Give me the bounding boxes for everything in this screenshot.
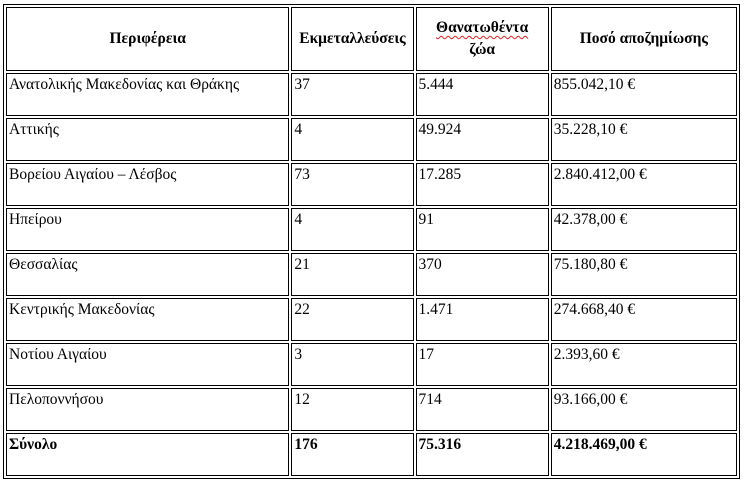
header-animals-line2: ζώα — [469, 41, 496, 58]
cell-animals: 17 — [416, 343, 549, 386]
cell-farms: 4 — [291, 208, 413, 251]
header-compensation: Ποσό αποζημίωσης — [551, 7, 737, 71]
cell-compensation: 2.393,60 € — [551, 343, 737, 386]
cell-farms: 37 — [291, 73, 413, 116]
header-farms: Εκμεταλλεύσεις — [291, 7, 413, 71]
header-animals — [416, 7, 549, 71]
cell-region: Νοτίου Αιγαίου — [6, 343, 289, 386]
table-row — [6, 73, 737, 116]
cell-compensation: 75.180,80 € — [551, 253, 737, 296]
total-row — [6, 433, 737, 476]
cell-region: Ανατολικής Μακεδονίας και Θράκης — [6, 73, 289, 116]
total-region: Σύνολο — [6, 433, 289, 476]
header-animals-line1: Θανατωθέντα — [436, 19, 529, 36]
total-compensation: 4.218.469,00 € — [551, 433, 737, 476]
table-row — [6, 208, 737, 251]
cell-animals: 1.471 — [416, 298, 549, 341]
table-row — [6, 343, 737, 386]
table-row — [6, 298, 737, 341]
cell-animals: 49.924 — [416, 118, 549, 161]
cell-animals: 17.285 — [416, 163, 549, 206]
compensation-table — [3, 4, 740, 479]
cell-animals: 91 — [416, 208, 549, 251]
cell-animals: 714 — [416, 388, 549, 431]
table-row — [6, 253, 737, 296]
cell-region: Βορείου Αιγαίου – Λέσβος — [6, 163, 289, 206]
cell-compensation: 855.042,10 € — [551, 73, 737, 116]
cell-region: Θεσσαλίας — [6, 253, 289, 296]
cell-region: Ηπείρου — [6, 208, 289, 251]
cell-region: Αττικής — [6, 118, 289, 161]
cell-farms: 22 — [291, 298, 413, 341]
cell-farms: 73 — [291, 163, 413, 206]
header-region: Περιφέρεια — [6, 7, 289, 71]
cell-farms: 12 — [291, 388, 413, 431]
cell-compensation: 93.166,00 € — [551, 388, 737, 431]
cell-animals: 370 — [416, 253, 549, 296]
total-animals: 75.316 — [416, 433, 549, 476]
cell-compensation: 2.840.412,00 € — [551, 163, 737, 206]
cell-farms: 3 — [291, 343, 413, 386]
header-row — [6, 7, 737, 71]
cell-compensation: 274.668,40 € — [551, 298, 737, 341]
cell-region: Κεντρικής Μακεδονίας — [6, 298, 289, 341]
cell-animals: 5.444 — [416, 73, 549, 116]
table-row — [6, 118, 737, 161]
table-row — [6, 163, 737, 206]
cell-farms: 4 — [291, 118, 413, 161]
cell-compensation: 35.228,10 € — [551, 118, 737, 161]
cell-compensation: 42.378,00 € — [551, 208, 737, 251]
total-farms: 176 — [291, 433, 413, 476]
table-row — [6, 388, 737, 431]
cell-farms: 21 — [291, 253, 413, 296]
cell-region: Πελοποννήσου — [6, 388, 289, 431]
